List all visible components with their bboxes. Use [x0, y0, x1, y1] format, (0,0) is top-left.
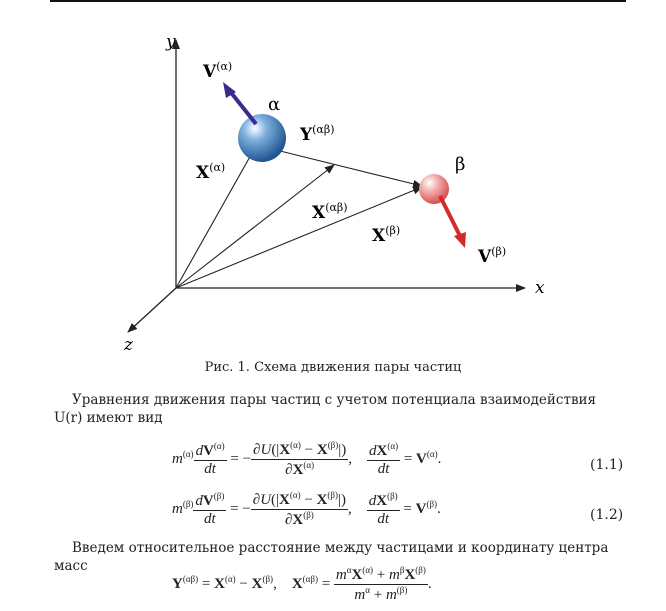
- alpha-label: α: [268, 94, 281, 115]
- X-alpha-label: $X^{(\alpha)}$: [196, 161, 226, 183]
- equation-1-2: $m^{(\beta)}$ $\frac{dV^{(\beta)}}{dt}$ = − $\frac{\partial U(|X^{(\alpha)} - X^{(\beta)}|)}{\partial X^{(\beta)}}$ , $\frac{dX^{(\beta)}}{dt}$ = $V^{(\beta)}$.: [172, 490, 441, 528]
- equation-1-1: $m^{(\alpha)}$ $\frac{dV^{(\alpha)}}{dt}$ = − $\frac{\partial U(|X^{(\alpha)} - X^{(\beta)}|)}{\partial X^{(\alpha)}}$ , $\frac{dX^{(\alpha)}}{dt}$ = $V^{(\alpha)}$.: [172, 440, 442, 478]
- x-axis-label: x: [535, 278, 545, 298]
- y-axis-label: y: [166, 32, 176, 52]
- figure-caption: Рис. 1. Схема движения пары частиц: [204, 360, 462, 375]
- equation-1-1-number: (1.1): [590, 457, 624, 473]
- X-beta-label: $X^{(\beta)}$: [372, 224, 401, 246]
- V-alpha-arrow: [229, 90, 256, 124]
- paragraph-equations-intro: Уравнения движения пары частиц с учетом потенциала взаимодействия U(r) имеют вид: [54, 392, 597, 426]
- paragraph-center-of-mass: Введем относительное расстояние между частицами и координату центра масс: [54, 540, 609, 574]
- X-ab-vector: [176, 165, 334, 288]
- X-ab-label: $X^{(\alpha\beta)}$: [312, 201, 348, 223]
- V-beta-label: $V^{(\beta)}$: [478, 245, 507, 267]
- V-beta-arrowhead: [454, 232, 466, 248]
- equation-1-2-number: (1.2): [590, 507, 624, 523]
- Y-ab-vector: [276, 150, 422, 186]
- z-axis-label: z: [124, 335, 133, 355]
- equation-center-of-mass: $Y^{(\alpha\beta)} = X^{(\alpha)} - X^{(\beta)}$, $X^{(\alpha\beta)}$ = $\frac{m^\alpha X^{(\alpha)} + m^\beta X^{(\beta)}}{m^\alpha + m^{(\beta)}}$ .: [172, 565, 432, 603]
- alpha-sphere: [238, 114, 286, 162]
- beta-sphere: [419, 174, 449, 204]
- Y-ab-label: $Y^{(\alpha\beta)}$: [300, 123, 335, 145]
- V-beta-arrow: [440, 196, 460, 236]
- beta-label: β: [455, 154, 466, 175]
- z-axis: [128, 288, 176, 332]
- V-alpha-label: $V^{(\alpha)}$: [203, 60, 233, 82]
